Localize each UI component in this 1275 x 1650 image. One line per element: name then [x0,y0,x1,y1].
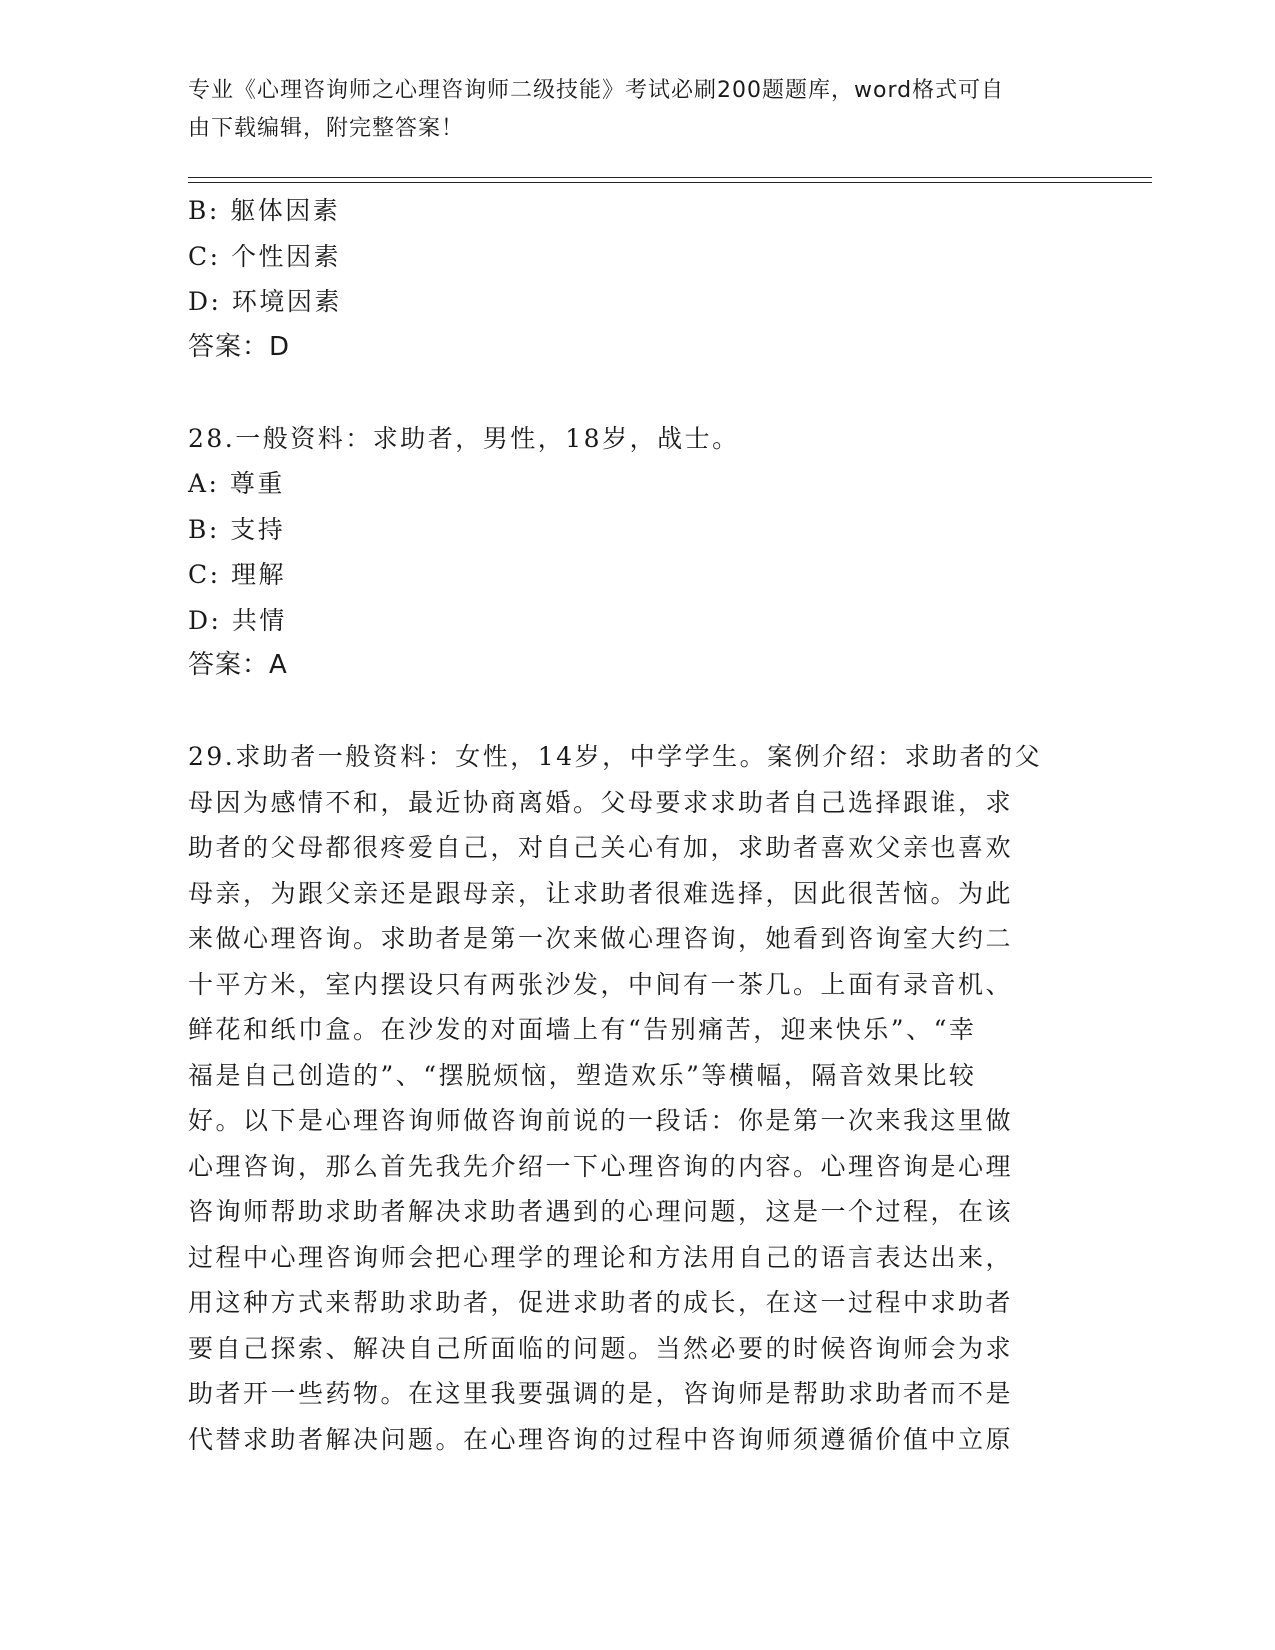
paragraph-line: 咨询师帮助求助者解决求助者遇到的心理问题，这是一个过程，在该 [188,1197,1014,1226]
paragraph-line: 用这种方式来帮助求助者，促进求助者的成长，在这一过程中求助者 [188,1288,1014,1317]
option-c: C: 理解 [188,560,286,589]
paragraph-line: 心理咨询，那么首先我先介绍一下心理咨询的内容。心理咨询是心理 [188,1151,1014,1181]
option-a: A: 尊重 [188,469,285,498]
header-divider-top [188,177,1152,178]
paragraph-line: 要自己探索、解决自己所面临的问题。当然必要的时候咨询师会为求 [188,1333,1014,1363]
paragraph-line: 福是自己创造的”、“摆脱烦恼，塑造欢乐”等横幅，隔音效果比较 [188,1060,977,1090]
option-d: D: 共情 [188,605,287,635]
paragraph-line: 过程中心理咨询师会把心理学的理论和方法用自己的语言表达出来， [188,1242,1014,1272]
option-d: D: 环境因素 [188,287,342,316]
spacer [188,689,1078,735]
paragraph-line: 母亲，为跟父亲还是跟母亲，让求助者很难选择，因此很苦恼。为此 [188,878,1014,908]
question-29 [188,734,1078,1462]
paragraph-line: 来做心理咨询。求助者是第一次来做心理咨询，她看到咨询室大约二 [188,924,1014,953]
paragraph-line: 代替求助者解决问题。在心理咨询的过程中咨询师须遵循价值中立原 [188,1424,1014,1454]
question-27 [188,188,1078,370]
paragraph-line: 好。以下是心理咨询师做咨询前说的一段话：你是第一次来我这里做 [188,1106,1014,1135]
option-b: B: 躯体因素 [188,196,341,225]
question-28 [188,416,1078,689]
paragraph-line: 母因为感情不和，最近协商离婚。父母要求求助者自己选择跟谁，求 [188,787,1014,817]
question-stem: 28.一般资料：求助者，男性，18岁，战士。 [188,423,740,453]
document-body [188,188,1078,1462]
paragraph-line: 助者的父母都很疼爱自己，对自己关心有加，求助者喜欢父亲也喜欢 [188,833,1014,862]
document-header [188,72,1078,148]
paragraph-line: 鲜花和纸巾盒。在沙发的对面墙上有“告别痛苦，迎来快乐”、“幸 [188,1015,977,1044]
paragraph-line: 十平方米，室内摆设只有两张沙发，中间有一茶几。上面有录音机、 [188,969,1014,999]
answer-line: 答案：D [188,331,291,362]
option-c: C: 个性因素 [188,241,341,271]
option-b: B: 支持 [188,514,286,544]
paragraph-line: 29.求助者一般资料：女性，14岁，中学学生。案例介绍：求助者的父 [188,742,1043,771]
header-divider-bottom [188,182,1152,183]
spacer [188,370,1078,416]
paragraph-line: 助者开一些药物。在这里我要强调的是，咨询师是帮助求助者而不是 [188,1379,1014,1408]
answer-line: 答案：A [188,650,288,680]
header-line-2: 由下载编辑，附完整答案！ [188,116,465,141]
header-line-1: 专业《心理咨询师之心理咨询师二级技能》考试必刷200题题库，word格式可自 [188,78,1005,103]
